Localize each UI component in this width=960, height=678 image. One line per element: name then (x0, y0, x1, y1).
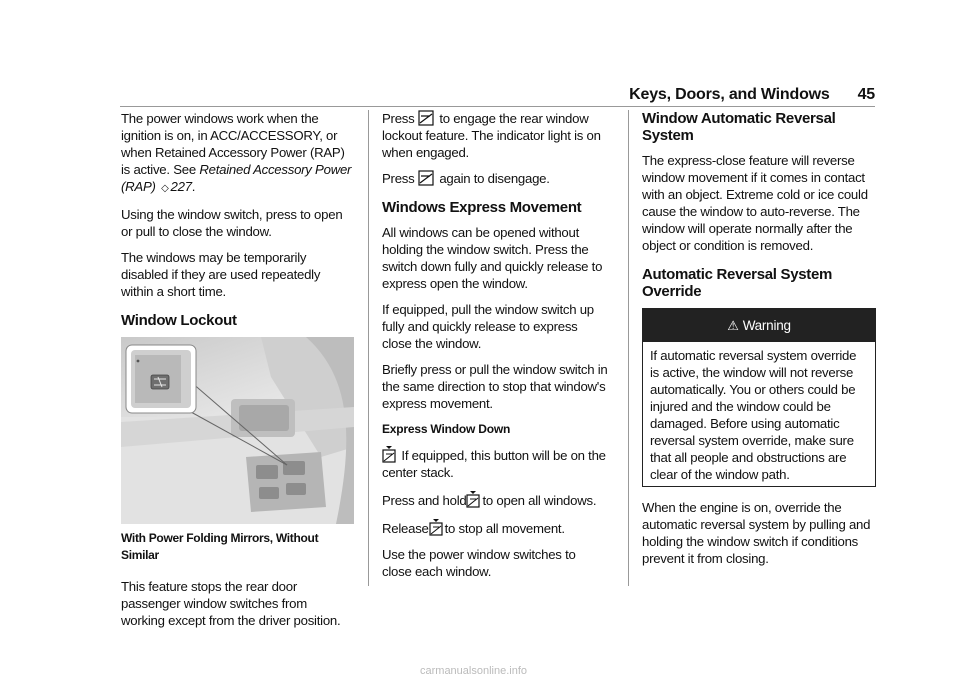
page-header (629, 86, 875, 104)
column-divider (628, 110, 629, 586)
window-lockout-icon (418, 110, 434, 126)
heading-express-movement: Windows Express Movement (382, 199, 582, 216)
paragraph: If equipped, pull the window switch up fully and quickly release to express close the window. (382, 302, 594, 351)
paragraph: All windows can be opened without holding the window switch. Press the switch down fully and quickly release to express open the window. (382, 225, 603, 291)
warning-title: Warning (742, 318, 791, 333)
heading-reversal-override: Automatic Reversal System Override (642, 266, 833, 300)
paragraph: Press again to disengage. (382, 171, 550, 186)
warning-header (643, 309, 875, 342)
figure-caption: With Power Folding Mirrors, Without Similar (121, 531, 319, 562)
heading-express-window-down: Express Window Down (382, 422, 511, 436)
paragraph: The express-close feature will reverse window movement if it comes in contact with an object. Extreme cold or ice could cause the window to auto-reverse. The window will operate normally after the object or condition is removed. (642, 153, 868, 253)
column-divider (368, 110, 369, 586)
paragraph: The windows may be temporarily disabled if they are used repeatedly within a short time. (121, 250, 321, 299)
paragraph: Using the window switch, press to open or pull to close the window. (121, 207, 343, 239)
express-window-down-icon (429, 518, 443, 536)
cross-reference[interactable]: Retained Accessory Power (RAP) (121, 162, 352, 194)
page-reference-arrow-icon: ◇ (161, 183, 169, 194)
column-2 (382, 110, 608, 589)
paragraph: Briefly press or pull the window switch in the same direction to stop that window's express movement. (382, 362, 608, 411)
paragraph: Press to engage the rear window lockout feature. The indicator light is on when engaged. (382, 111, 601, 160)
paragraph: The power windows work when the ignition is on, in ACC/ACCESSORY, or when Retained Accessory Power (RAP) is active. See Retained Accessory Power (RAP) ◇ 227. (121, 111, 352, 194)
column-1 (121, 110, 353, 638)
paragraph: If equipped, this button will be on the center stack. (382, 445, 608, 481)
heading-auto-reversal: Window Automatic Reversal System (642, 110, 836, 144)
paragraph: Press and hold to open all windows. (382, 490, 608, 509)
column-3 (642, 110, 876, 576)
door-switch-figure (121, 337, 354, 524)
paragraph: Release to stop all movement. (382, 518, 608, 537)
header-rule (120, 106, 875, 107)
warning-triangle-icon: ⚠ (727, 318, 739, 333)
paragraph: When the engine is on, override the automatic reversal system by pulling and holding the window switch if conditions prevent it from closing. (642, 500, 871, 566)
window-lockout-icon (418, 170, 434, 186)
watermark: carmanualsonline.info (420, 665, 528, 677)
heading-window-lockout: Window Lockout (121, 312, 237, 329)
page-number: 45 (857, 86, 875, 103)
paragraph: Use the power window switches to close each window. (382, 547, 576, 579)
express-window-down-icon (382, 445, 396, 463)
section-title: Keys, Doors, and Windows (629, 86, 830, 103)
express-window-down-icon (466, 490, 480, 508)
paragraph: This feature stops the rear door passenger window switches from working except from the driver position. (121, 579, 341, 628)
warning-text: If automatic reversal system override is active, the window will not reverse automatically. You or others could be injured and the window could be damaged. Before using automatic reversal system override, make sure that all people and obstructions are clear of the window path. (650, 348, 857, 482)
reference-page[interactable]: 227 (170, 179, 192, 194)
warning-box (642, 308, 876, 487)
